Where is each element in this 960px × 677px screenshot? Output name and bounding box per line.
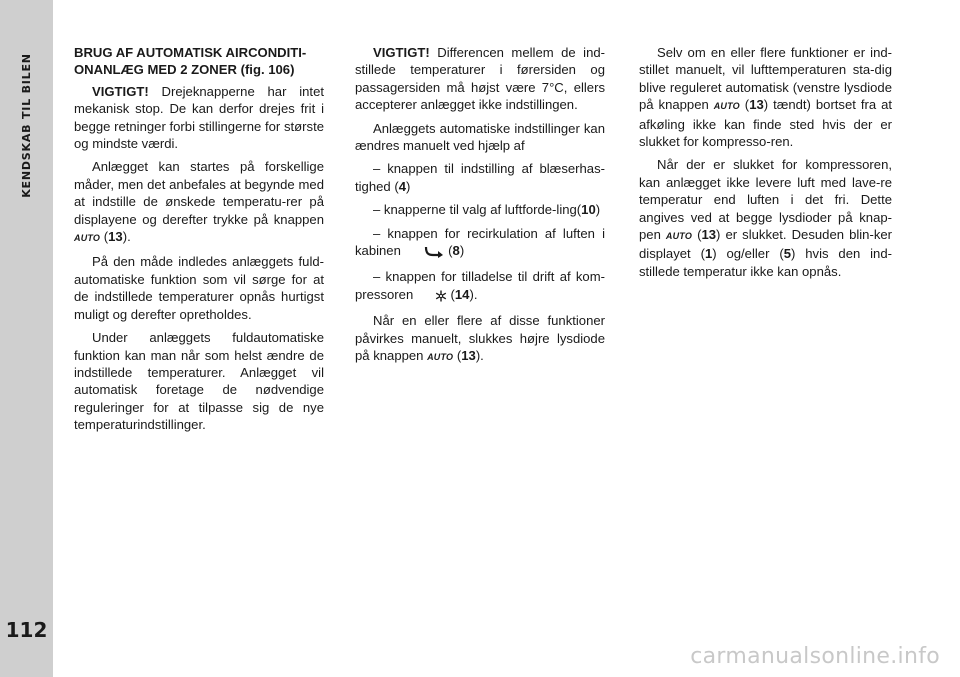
column-3 xyxy=(639,44,892,286)
reference-number: 1 xyxy=(704,246,713,262)
section-title-text: KENDSKAB TIL BILEN xyxy=(20,52,33,198)
paragraph xyxy=(74,83,324,153)
paragraph-text: Selv om en eller flere funktioner er ind-stillet manuelt, vil lufttemperaturen sta-dig blive reguleret automatisk (venstre lysdiode på knappen xyxy=(639,45,892,113)
column-1 xyxy=(74,44,324,440)
snowflake-icon xyxy=(417,289,447,306)
auto-button-label: AUTO xyxy=(427,352,454,363)
list-item-text: – knappen til indstilling af blæserhas-tighed ( xyxy=(355,161,605,194)
paren: ( xyxy=(100,229,109,245)
section-title xyxy=(0,40,53,210)
reference-number: 8 xyxy=(452,243,460,259)
warning-label: VIGTIGT! xyxy=(373,45,430,60)
auto-button-label: AUTO xyxy=(713,101,740,112)
column-2 xyxy=(355,44,605,373)
watermark[interactable]: carmanualsonline.info xyxy=(690,644,940,669)
paragraph-text: Når en eller flere af disse funktioner påvirkes manuelt, slukkes højre lysdiode på knappen xyxy=(355,313,605,364)
reference-number: 13 xyxy=(461,348,476,364)
section-heading: BRUG AF AUTOMATISK AIRCONDITI-ONANLÆG MED 2 ZONER (fig. 106) xyxy=(74,45,307,78)
list-item xyxy=(355,225,605,263)
paragraph xyxy=(639,44,892,150)
paren: ( xyxy=(444,243,453,259)
paren: ). xyxy=(469,286,478,302)
paragraph-text: Når der er slukket for kompressoren, kan anlægget ikke levere luft med lave-re temperatur end luften i det fri. Dette angives ved at begge lysdioder på knap-pen xyxy=(639,157,892,243)
reference-number: 5 xyxy=(783,246,791,262)
paragraph xyxy=(74,158,324,247)
paragraph: Under anlæggets fuldautomatiske funktion kan man når som helst ændre de indstillede temperaturer. Anlægget vil automatisk foretage de nødvendige reguleringer for at tilpasse sig de nye temperaturindstillinger. xyxy=(74,330,324,433)
paren: ). xyxy=(475,348,484,364)
list-item xyxy=(355,160,605,195)
paragraph-text: ) og/eller ( xyxy=(712,246,784,262)
paren: ) xyxy=(595,202,601,218)
paragraph xyxy=(355,44,605,114)
paren: ) xyxy=(459,243,465,259)
reference-number: 10 xyxy=(581,202,596,218)
paragraph-text: Differencen mellem de ind-stillede temperaturer i førersiden og passagersiden må højst være 7°C, ellers accepterer anlægget ikke indstillingen. xyxy=(355,45,605,113)
reference-number: 14 xyxy=(454,286,470,302)
list-item xyxy=(355,201,605,218)
paragraph-text: ) er slukket. Desuden blin-ker displayet ( xyxy=(639,227,893,262)
paragraph xyxy=(639,156,892,280)
paren: ( xyxy=(739,97,750,113)
recirculation-arrow-icon xyxy=(405,245,445,262)
reference-number: 4 xyxy=(398,178,406,194)
paren: ). xyxy=(122,229,131,245)
list-item-text: – knapperne til valg af luftforde-ling( xyxy=(373,202,582,218)
reference-number: 13 xyxy=(749,97,764,113)
auto-button-label: AUTO xyxy=(74,233,101,244)
warning-label: VIGTIGT! xyxy=(92,83,149,99)
paragraph: På den måde indledes anlæggets fuld-automatiske funktion som vil sørge for at de indstillede temperaturer opnås hurtigst muligt og derefter opretholdes. xyxy=(74,254,324,322)
paragraph-text: Anlægget kan startes på forskellige måder, men det anbefales at begynde med at indstille de ønskede temperatu-rer på displayene og derefter trykke på knappen xyxy=(74,159,324,227)
auto-button-label: AUTO xyxy=(665,231,693,242)
paragraph xyxy=(355,312,605,366)
paragraph-text: ) tændt) bortset fra at afkøling ikke kan finde sted hvis der er slukket for kompresso-ren. xyxy=(639,97,893,150)
paren: ( xyxy=(692,227,702,243)
list-item-text: – knappen for tilladelse til drift af kom-pressoren xyxy=(355,269,605,302)
paragraph: Anlæggets automatiske indstillinger kan ændres manuelt ved hjælp af xyxy=(355,120,605,154)
paren: ( xyxy=(446,286,455,302)
reference-number: 13 xyxy=(701,227,717,243)
paren: ( xyxy=(453,348,462,364)
paragraph-text: Drejeknapperne har intet mekanisk stop. De kan derfor drejes frit i begge retninger forbi stillingerne for største og mindste værdi. xyxy=(74,83,324,152)
paragraph-text: ) hvis den ind-stillede temperatur ikke kan opnås. xyxy=(639,246,892,279)
list-item xyxy=(355,268,605,306)
list-item-text: – knappen for recirkulation af luften i kabinen xyxy=(355,225,605,259)
page-number: 112 xyxy=(5,618,48,642)
paren: ) xyxy=(405,178,411,194)
reference-number: 13 xyxy=(108,229,123,245)
